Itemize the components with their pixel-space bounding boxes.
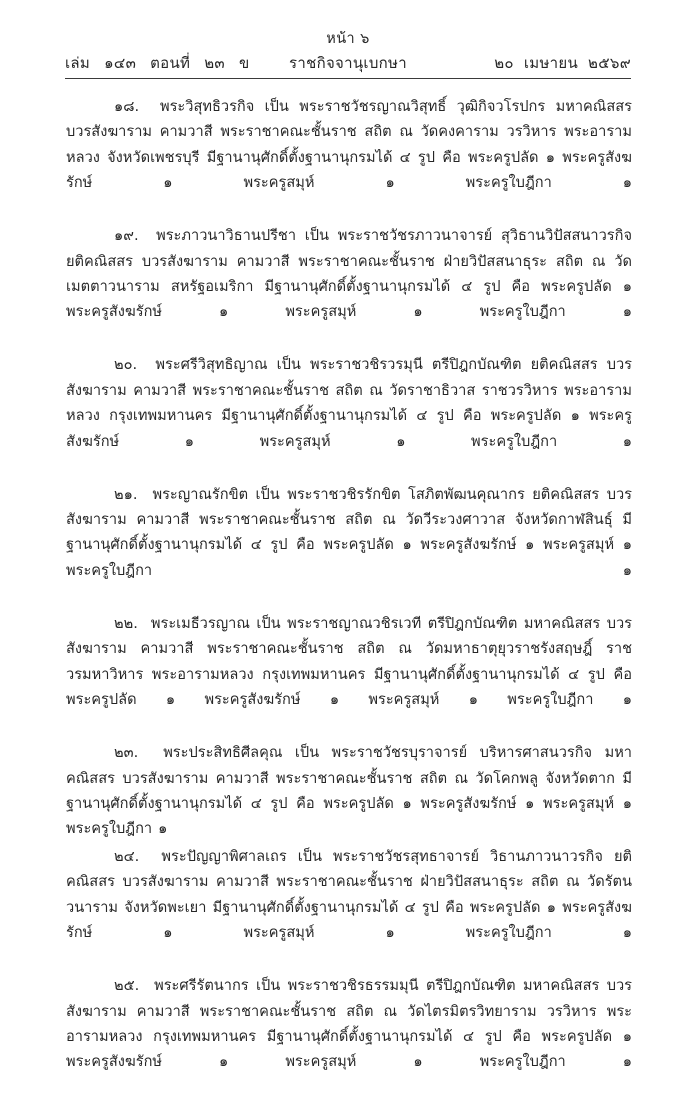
entry-paragraph [66,223,632,350]
header-row [65,53,631,72]
entry-text: พระศรีรัตนากร เป็น พระราชวชิรธรรมมุนี ตรีปิฎกบัณฑิต มหาคณิสสร บวรสังฆาราม คามวาสี พระราชาคณะชั้นราช สถิต ณ วัดไตรมิตรวิทยาราม วรวิหาร พระอารามหลวง กรุงเทพมหานคร มีฐานานุศักดิ์ตั้งฐานานุกรมได้ ๔ รูป คือ พระครูปลัด ๑ พระครูสังฆรักษ์ ๑ พระครูสมุห์ ๑ พระครูใบฎีกา ๑ [66,977,633,1071]
entry-number: ๒๕. [114,977,140,995]
entry-text: พระปัญญาพิศาลเถร เป็น พระราชวัชรสุทธาจารย์ วิธานภาวนาวรกิจ ยติคณิสสร บวรสังฆาราม คามวาสี พระราชาคณะชั้นราช ฝ่ายวิปัสสนาธุระ สถิต ณ วัดรัตนวนาราม จังหวัดพะเยา มีฐานานุศักดิ์ตั้งฐานานุกรมได้ ๔ รูป คือ พระครูปลัด ๑ พระครูสังฆรักษ์ ๑ พระครูสมุห์ ๑ พระครูใบฎีกา ๑ [66,847,633,942]
section-label: ตอนที่ [150,53,191,72]
entry-text: พระศรีวิสุทธิญาณ เป็น พระราชวชิรวรมุนี ตรีปิฎกบัณฑิต ยติคณิสสร บวรสังฆาราม คามวาสี พระราชาคณะชั้นราช สถิต ณ วัดราชาธิวาส ราชวรวิหาร พระอารามหลวง กรุงเทพมหานคร มีฐานานุศักดิ์ตั้งฐานานุกรมได้ ๔ รูป คือ พระครูปลัด ๑ พระครูสังฆรักษ์ ๑ พระครูสมุห์ ๑ พระครูใบฎีกา ๑ [66,356,632,450]
gazette-title: ราชกิจจานุเบกษา [289,53,407,72]
page-header [0,0,696,79]
date-year: ๒๕๖๙ [588,53,631,72]
entry-text: พระภาวนาวิธานปรีชา เป็น พระราชวัชรภาวนาจารย์ สุวิธานวิปัสสนาวรกิจ ยติคณิสสร บวรสังฆาราม คามวาสี พระราชาคณะชั้นราช ฝ่ายวิปัสสนาธุระ สถิต ณ วัดเมตตาวนาราม สหรัฐอเมริกา มีฐานานุศักดิ์ตั้งฐานานุกรมได้ ๔ รูป คือ พระครูปลัด ๑ พระครูสังฆรักษ์ ๑ พระครูสมุห์ ๑ พระครูใบฎีกา ๑ [66,227,632,321]
entry-number: ๒๓. [114,744,139,762]
section-class: ข [238,53,250,72]
volume-label: เล่ม [65,53,91,72]
entry-number: ๑๘. [114,98,140,115]
entry-text: พระวิสุทธิวรกิจ เป็น พระราชวัชรญาณวิสุทธิ์ วุฒิกิจวโรปกร มหาคณิสสร บวรสังฆาราม คามวาสี พระราชาคณะชั้นราช สถิต ณ วัดคงคาราม วรวิหาร พระอารามหลวง จังหวัดเพชรบุรี มีฐานานุศักดิ์ตั้งฐานานุกรมได้ ๔ รูป คือ พระครูปลัด ๑ พระครูสังฆรักษ์ ๑ พระครูสมุห์ ๑ พระครูใบฎีกา ๑ [66,98,633,192]
entry-number: ๒๑. [114,485,138,503]
entry-paragraph [66,973,632,1100]
date-month: เมษายน [523,53,579,72]
entry-text: พระญาณรักขิต เป็น พระราชวชิรรักขิต โสภิตพัฒนคุณากร ยติคณิสสร บวรสังฆาราม คามวาสี พระราชาคณะชั้นราช สถิต ณ วัดวีระวงศาวาส จังหวัดกาฬสินธุ์ มีฐานานุศักดิ์ตั้งฐานานุกรมได้ ๔ รูป คือ พระครูปลัด ๑ พระครูสังฆรักษ์ ๑ พระครูสมุห์ ๑ พระครูใบฎีกา ๑ [66,485,633,579]
header-divider [65,78,631,79]
entry-text: พระประสิทธิศีลคุณ เป็น พระราชวัชรบุราจารย์ บริหารศาสนวรกิจ มหาคณิสสร บวรสังฆาราม คามวาสี พระราชาคณะชั้นราช สถิต ณ วัดโคกพลู จังหวัดตาก มีฐานานุศักดิ์ตั้งฐานานุกรมได้ ๔ รูป คือ พระครูปลัด ๑ พระครูสังฆรักษ์ ๑ พระครูสมุห์ ๑ พระครูใบฎีกา ๑ [66,744,633,838]
entry-number: ๒๔. [114,847,140,865]
header-date [494,53,631,72]
section-number: ๒๓ [204,53,225,72]
entry-number: ๒๐. [114,356,138,374]
entry-number: ๑๙. [114,227,139,245]
entry-paragraph [66,94,632,221]
entry-paragraph [66,352,632,479]
entry-paragraph [66,611,632,738]
header-left [65,53,250,72]
page-label: หน้า [326,31,356,47]
entry-number: ๒๒. [114,614,138,632]
entry-text: พระเมธีวรญาณ เป็น พระราชญาณวชิรเวที ตรีปิฎกบัณฑิต มหาคณิสสร บวรสังฆาราม คามวาสี พระราชาคณะชั้นราช สถิต ณ วัดมหาธาตุยุวราชรังสฤษฎิ์ ราชวรมหาวิหาร พระอารามหลวง กรุงเทพมหานคร มีฐานานุศักดิ์ตั้งฐานานุกรมได้ ๔ รูป คือ พระครูปลัด ๑ พระครูสังฆรักษ์ ๑ พระครูสมุห์ ๑ พระครูใบฎีกา ๑ [66,614,633,709]
entry-paragraph [66,740,632,842]
folio [0,0,696,47]
page-number: ๖ [360,31,370,47]
date-day: ๒๐ [494,53,514,72]
volume-number: ๑๔๓ [104,53,137,72]
entry-paragraph [66,844,632,971]
entry-list [66,94,632,1102]
entry-paragraph [66,482,632,609]
